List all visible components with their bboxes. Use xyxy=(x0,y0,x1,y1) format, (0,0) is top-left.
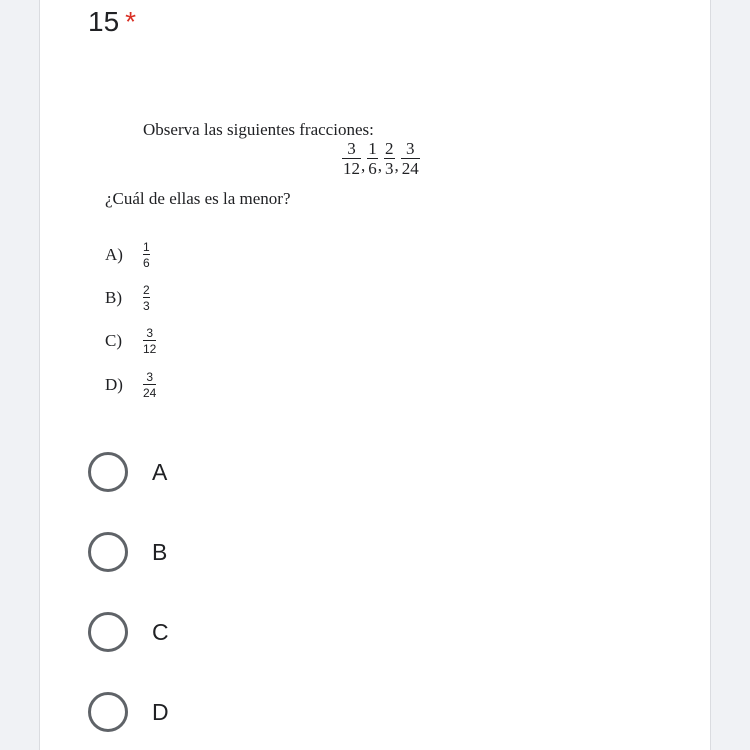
option-letter: C) xyxy=(105,331,122,350)
fraction xyxy=(401,140,420,178)
fraction-list xyxy=(342,140,420,178)
fraction-numerator: 3 xyxy=(347,139,356,158)
fraction-separator: , xyxy=(361,156,366,175)
option-fraction xyxy=(143,283,150,313)
fraction-denominator: 12 xyxy=(343,159,360,178)
radio-button[interactable] xyxy=(88,452,128,492)
fraction-numerator: 3 xyxy=(146,370,154,384)
radio-button[interactable] xyxy=(88,532,128,572)
fraction-numerator: 1 xyxy=(143,240,150,254)
answer-choices xyxy=(88,452,169,750)
radio-button[interactable] xyxy=(88,692,128,732)
fraction-denominator: 3 xyxy=(385,159,394,178)
image-option-a xyxy=(105,240,150,270)
option-letter: D) xyxy=(105,375,123,394)
required-asterisk: * xyxy=(125,6,137,37)
fraction-numerator: 2 xyxy=(385,139,394,158)
fraction-numerator: 2 xyxy=(143,283,150,297)
fraction-numerator: 3 xyxy=(146,326,154,340)
fraction-denominator: 24 xyxy=(143,386,157,400)
image-option-d xyxy=(105,370,156,400)
option-fraction xyxy=(143,326,156,356)
image-option-c xyxy=(105,326,156,356)
image-option-b xyxy=(105,283,150,313)
fraction-numerator: 1 xyxy=(368,139,377,158)
option-fraction xyxy=(143,370,156,400)
choice-a[interactable] xyxy=(88,452,169,492)
radio-button[interactable] xyxy=(88,612,128,652)
fraction xyxy=(367,140,378,178)
option-letter: A) xyxy=(105,245,123,264)
fraction xyxy=(384,140,395,178)
fraction-denominator: 24 xyxy=(401,159,419,178)
fraction-denominator: 12 xyxy=(143,342,157,356)
fraction-denominator: 3 xyxy=(143,299,150,313)
choice-d[interactable] xyxy=(88,692,169,732)
choice-label[interactable]: B xyxy=(152,539,168,565)
choice-label[interactable]: C xyxy=(152,619,169,645)
fraction-separator: , xyxy=(377,156,382,175)
question-title xyxy=(88,4,136,40)
option-fraction xyxy=(143,240,150,270)
fraction-denominator: 6 xyxy=(143,256,150,270)
option-letter: B) xyxy=(105,288,122,307)
choice-label[interactable]: D xyxy=(152,699,169,725)
choice-label[interactable]: A xyxy=(152,459,168,485)
fraction xyxy=(342,140,361,178)
choice-c[interactable] xyxy=(88,612,169,652)
fraction-separator: , xyxy=(394,156,399,175)
choice-b[interactable] xyxy=(88,532,169,572)
question-prompt: ¿Cuál de ellas es la menor? xyxy=(105,189,291,208)
fraction-denominator: 6 xyxy=(368,159,377,178)
question-intro-text: Observa las siguientes fracciones: xyxy=(143,120,374,139)
fraction-numerator: 3 xyxy=(406,139,415,158)
question-number: 15 xyxy=(88,6,120,37)
